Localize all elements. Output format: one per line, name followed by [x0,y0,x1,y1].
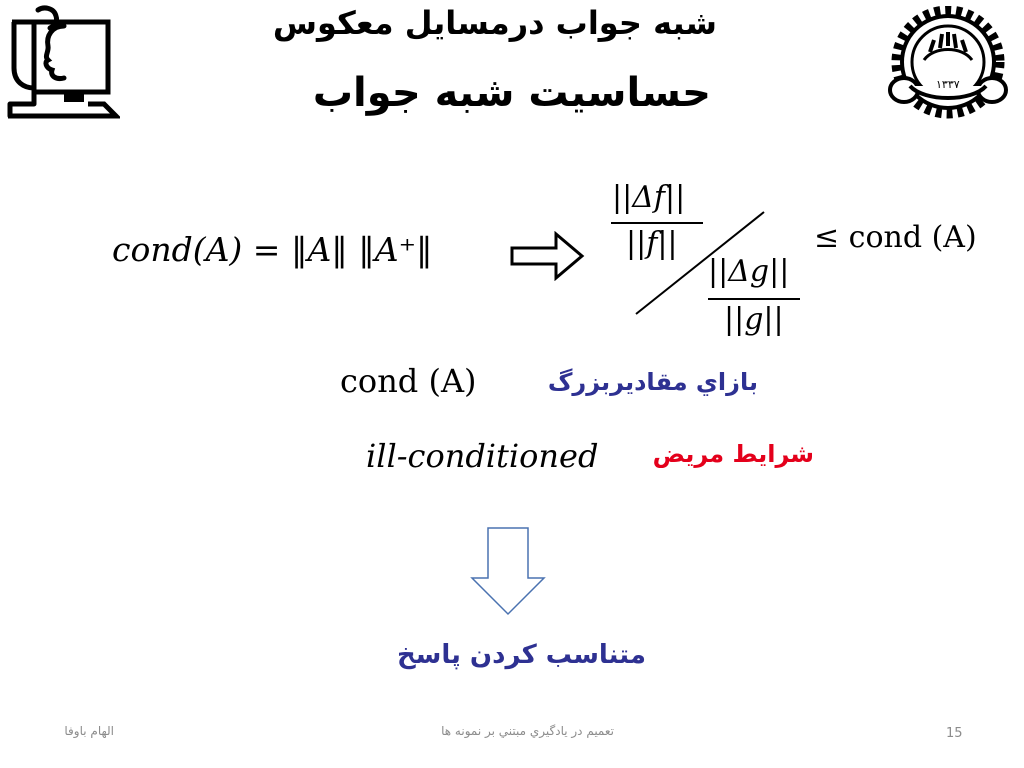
right-arrow-icon [510,231,586,281]
ill-conditioned-fa: شرایط مریض [652,440,814,468]
down-arrow-icon [470,526,546,618]
le-cond-formula: ≤ cond (A) [814,220,977,255]
cond-definition-formula: cond(A) = ‖A‖ ‖A⁺‖ [112,230,433,269]
page-number: 15 [946,726,963,741]
university-seal-logo [884,6,1014,124]
proportional-answer-text: متناسب کردن پاسخ [397,640,646,670]
large-values-text: بازاي مقادیربزرگ [547,368,758,396]
ill-conditioned-label: ill-conditioned [366,437,599,475]
title-line-1: شبه جواب درمسایل معکوس [272,4,717,42]
footer-author: الهام باوفا [64,724,114,738]
cond-A-label: cond (A) [340,362,477,400]
svg-text:١٣٣٧: ١٣٣٧ [936,78,960,91]
g-norm: ||g|| [724,302,784,337]
computer-head-logo [4,4,120,122]
f-norm: ||f|| [626,226,678,261]
delta-f-norm: ||Δf|| [612,180,686,215]
fraction-bar-bottom [708,298,800,300]
title-line-2: حساسیت شبه جواب [312,70,711,116]
footer-subtitle: تعمیم در یادگیري مبتني بر نمونه ها [441,724,614,738]
delta-g-norm: ||Δg|| [708,254,790,289]
